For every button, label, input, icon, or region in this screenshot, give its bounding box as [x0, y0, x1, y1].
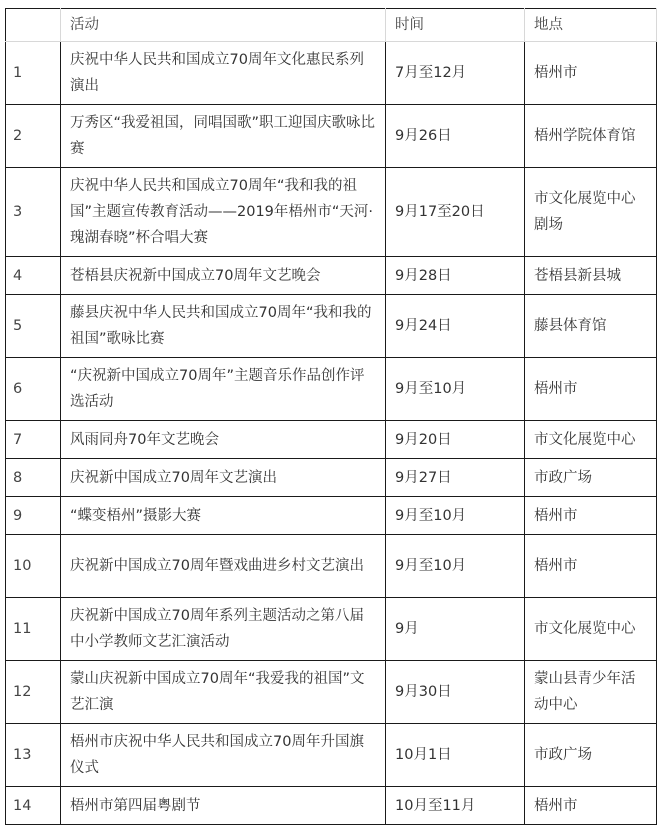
row-number: 9 — [6, 497, 61, 535]
table-row — [6, 358, 657, 421]
time-cell: 9月26日 — [386, 105, 525, 168]
time-cell: 7月至12月 — [386, 42, 525, 105]
row-number: 7 — [6, 421, 61, 459]
table-row — [6, 787, 657, 825]
activity-cell: 庆祝中华人民共和国成立70周年“我和我的祖国”主题宣传教育活动——2019年梧州市“天河·瑰湖春晓”杯合唱大赛 — [61, 168, 386, 257]
activity-cell: 庆祝新中国成立70周年系列主题活动之第八届中小学教师文艺汇演活动 — [61, 598, 386, 661]
row-number: 2 — [6, 105, 61, 168]
row-number: 13 — [6, 724, 61, 787]
place-cell: 市文化展览中心 — [525, 421, 657, 459]
row-number: 11 — [6, 598, 61, 661]
activity-cell: “庆祝新中国成立70周年”主题音乐作品创作评选活动 — [61, 358, 386, 421]
row-number: 6 — [6, 358, 61, 421]
activity-cell: 风雨同舟70年文艺晚会 — [61, 421, 386, 459]
time-cell: 9月17至20日 — [386, 168, 525, 257]
time-cell: 9月30日 — [386, 661, 525, 724]
place-cell: 市文化展览中心 — [525, 598, 657, 661]
place-cell: 梧州市 — [525, 497, 657, 535]
table-header — [6, 9, 657, 42]
header-time: 时间 — [386, 9, 525, 42]
table-row — [6, 724, 657, 787]
activity-cell: 庆祝新中国成立70周年暨戏曲进乡村文艺演出 — [61, 535, 386, 598]
activity-cell: “蝶变梧州”摄影大赛 — [61, 497, 386, 535]
activity-cell: 蒙山庆祝新中国成立70周年“我爱我的祖国”文艺汇演 — [61, 661, 386, 724]
row-number: 1 — [6, 42, 61, 105]
time-cell: 9月至10月 — [386, 358, 525, 421]
table-row — [6, 105, 657, 168]
activity-cell: 万秀区“我爱祖国，同唱国歌”职工迎国庆歌咏比赛 — [61, 105, 386, 168]
table-row — [6, 459, 657, 497]
place-cell: 梧州市 — [525, 535, 657, 598]
place-cell: 市政广场 — [525, 459, 657, 497]
activity-cell: 梧州市第四届粤剧节 — [61, 787, 386, 825]
place-cell: 梧州学院体育馆 — [525, 105, 657, 168]
row-number: 12 — [6, 661, 61, 724]
table-row — [6, 257, 657, 295]
place-cell: 蒙山县青少年活动中心 — [525, 661, 657, 724]
row-number: 14 — [6, 787, 61, 825]
header-no — [6, 9, 61, 42]
place-cell: 梧州市 — [525, 787, 657, 825]
place-cell: 苍梧县新县城 — [525, 257, 657, 295]
activity-cell: 苍梧县庆祝新中国成立70周年文艺晚会 — [61, 257, 386, 295]
table-body — [6, 42, 657, 825]
row-number: 3 — [6, 168, 61, 257]
activity-cell: 庆祝新中国成立70周年文艺演出 — [61, 459, 386, 497]
time-cell: 9月27日 — [386, 459, 525, 497]
table-row — [6, 535, 657, 598]
header-activity: 活动 — [61, 9, 386, 42]
row-number: 5 — [6, 295, 61, 358]
place-cell: 梧州市 — [525, 358, 657, 421]
row-number: 4 — [6, 257, 61, 295]
table-row — [6, 295, 657, 358]
table-row — [6, 661, 657, 724]
row-number: 10 — [6, 535, 61, 598]
place-cell: 市政广场 — [525, 724, 657, 787]
time-cell: 9月至10月 — [386, 497, 525, 535]
events-table — [5, 8, 657, 825]
activity-cell: 庆祝中华人民共和国成立70周年文化惠民系列演出 — [61, 42, 386, 105]
time-cell: 10月1日 — [386, 724, 525, 787]
time-cell: 9月28日 — [386, 257, 525, 295]
row-number: 8 — [6, 459, 61, 497]
header-place: 地点 — [525, 9, 657, 42]
time-cell: 10月至11月 — [386, 787, 525, 825]
table-row — [6, 598, 657, 661]
place-cell: 藤县体育馆 — [525, 295, 657, 358]
table-row — [6, 421, 657, 459]
time-cell: 9月20日 — [386, 421, 525, 459]
activity-cell: 梧州市庆祝中华人民共和国成立70周年升国旗仪式 — [61, 724, 386, 787]
table-row — [6, 168, 657, 257]
time-cell: 9月24日 — [386, 295, 525, 358]
place-cell: 梧州市 — [525, 42, 657, 105]
activity-cell: 藤县庆祝中华人民共和国成立70周年“我和我的祖国”歌咏比赛 — [61, 295, 386, 358]
time-cell: 9月 — [386, 598, 525, 661]
table-row — [6, 497, 657, 535]
table-row — [6, 42, 657, 105]
place-cell: 市文化展览中心剧场 — [525, 168, 657, 257]
time-cell: 9月至10月 — [386, 535, 525, 598]
header-row — [6, 9, 657, 42]
